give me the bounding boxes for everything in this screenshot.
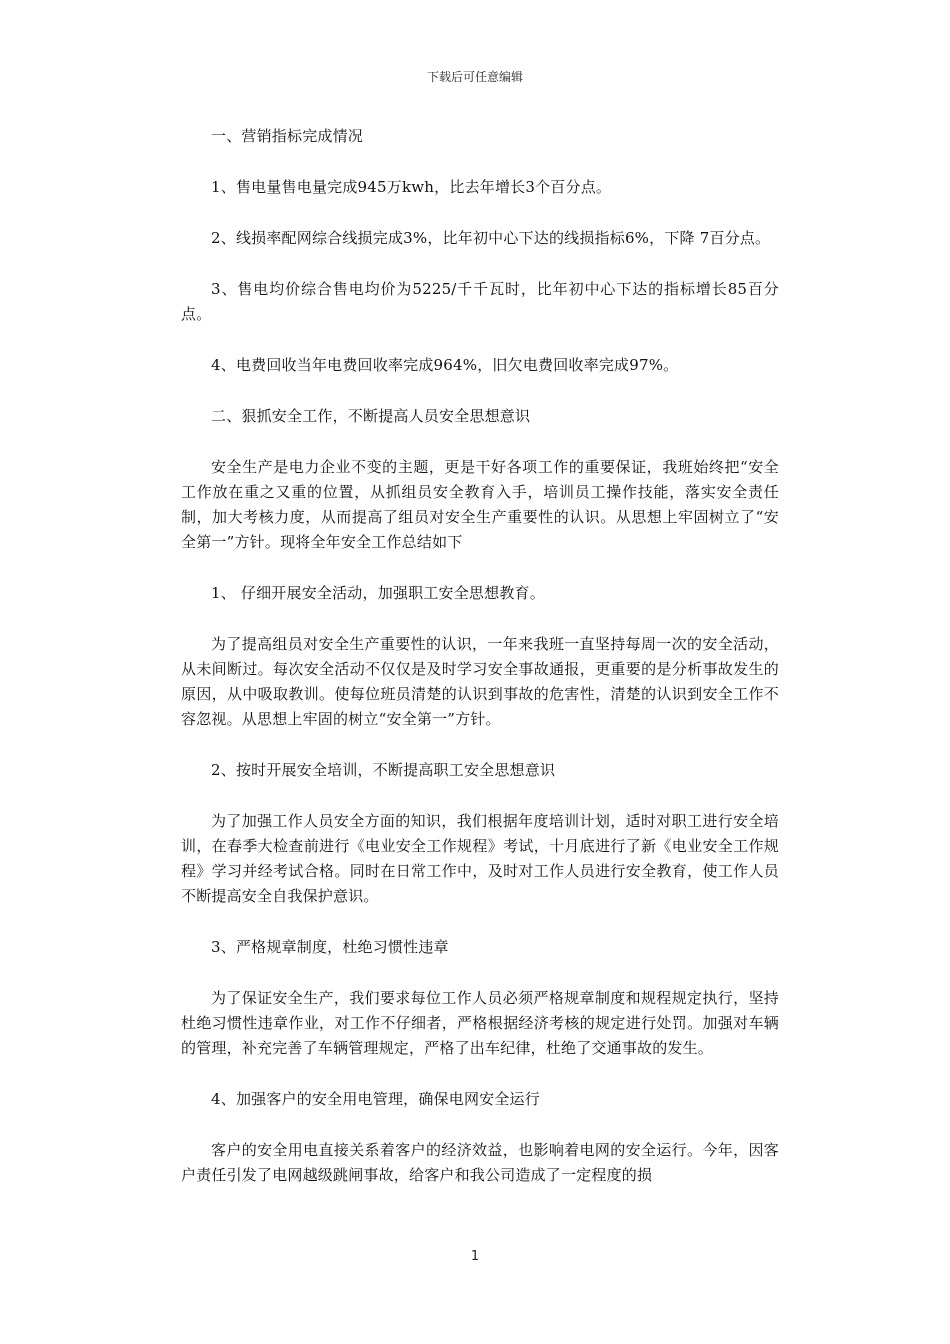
subheading-safety-training: 2、按时开展安全培训，不断提高职工安全思想意识 [211,761,556,779]
item-fee-recovery: 4、电费回收当年电费回收率完成964%，旧欠电费回收率完成97%。 [211,356,679,374]
section-heading-marketing: 一、营销指标完成情况 [211,127,364,145]
rules-paragraph: 为了保证安全生产，我们要求每位工作人员必须严格规章制度和规程规定执行，坚持杜绝习惯性违章作业，对工作不仔细者，严格根据经济考核的规定进行处罚。加强对车辆的管理，补充完善了车辆管理规定，严格了出车纪律，杜绝了交通事故的发生。 [181,989,779,1057]
subheading-safety-activities: 1、 仔细开展安全活动，加强职工安全思想教育。 [211,584,545,602]
document-body [181,124,779,1214]
page-header: 下载后可任意编辑 [426,70,523,84]
subheading-rules: 3、严格规章制度，杜绝习惯性违章 [211,938,449,956]
customer-safety-paragraph: 客户的安全用电直接关系着客户的经济效益，也影响着电网的安全运行。今年，因客户责任引发了电网越级跳闸事故，给客户和我公司造成了一定程度的损 [181,1141,779,1184]
item-average-price: 3、售电均价综合售电均价为5225/千千瓦时，比年初中心下达的指标增长85百分点。 [181,280,779,323]
safety-training-paragraph: 为了加强工作人员安全方面的知识，我们根据年度培训计划，适时对职工进行安全培训，在春季大检查前进行《电业安全工作规程》考试，十月底进行了新《电业安全工作规程》学习并经考试合格。同时在日常工作中，及时对工作人员进行安全教育，使工作人员不断提高安全自我保护意识。 [181,812,779,905]
item-line-loss: 2、线损率配网综合线损完成3%，比年初中心下达的线损指标6%，下降 7百分点。 [211,229,771,247]
safety-activities-paragraph: 为了提高组员对安全生产重要性的认识，一年来我班一直坚持每周一次的安全活动，从未间断过。每次安全活动不仅仅是及时学习安全事故通报，更重要的是分析事故发生的原因，从中吸取教训。使每位班员清楚的认识到事故的危害性，清楚的认识到安全工作不容忽视。从思想上牢固的树立“安全第一”方针。 [181,635,779,728]
subheading-customer-safety: 4、加强客户的安全用电管理，确保电网安全运行 [211,1090,540,1108]
page-number: 1 [470,1249,480,1264]
section-heading-safety: 二、狠抓安全工作，不断提高人员安全思想意识 [211,407,531,425]
item-sales-volume: 1、售电量售电量完成945万kwh，比去年增长3个百分点。 [211,178,612,196]
safety-intro-paragraph: 安全生产是电力企业不变的主题，更是干好各项工作的重要保证，我班始终把“安全工作放在重之又重的位置，从抓组员安全教育入手，培训员工操作技能，落实安全责任制，加大考核力度，从而提高了组员对安全生产重要性的认识。从思想上牢固树立了“安全第一”方针。现将全年安全工作总结如下 [181,458,779,551]
